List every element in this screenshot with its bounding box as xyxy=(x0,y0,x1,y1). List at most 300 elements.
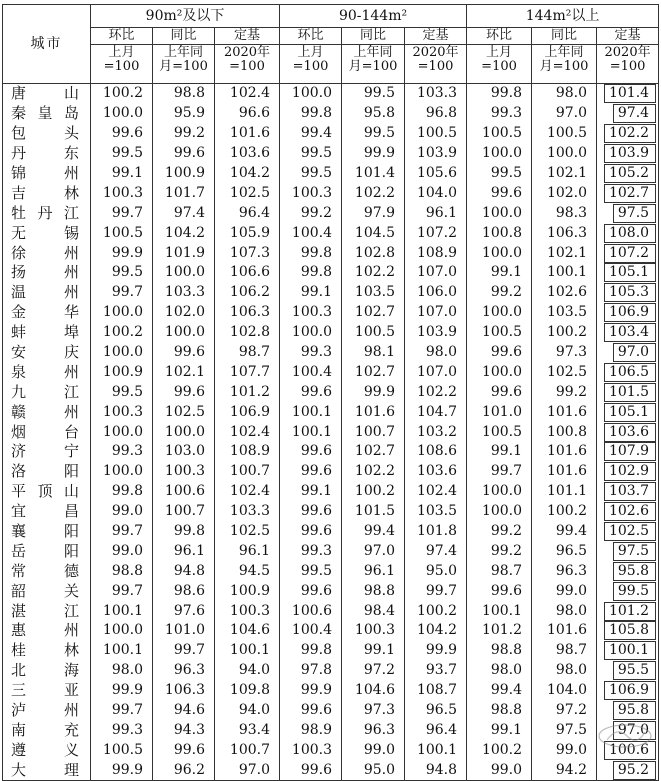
table-row xyxy=(3,641,659,661)
value-cell-large-mom: 100.5 xyxy=(467,124,532,144)
value-cell-small-yoy: 100.6 xyxy=(153,482,215,502)
city-cell xyxy=(3,601,91,621)
value-cell-large-yoy: 102.6 xyxy=(532,283,597,303)
value-cell-large-yoy: 103.5 xyxy=(532,303,597,323)
value-cell-large-mom: 100.0 xyxy=(467,243,532,263)
value-cell-large-yoy: 98.0 xyxy=(532,601,597,621)
value-cell-medium-mom: 99.6 xyxy=(280,462,342,482)
value-cell-large-mom: 100.0 xyxy=(467,362,532,382)
city-cell xyxy=(3,402,91,422)
value-cell-medium-yoy: 99.5 xyxy=(342,124,405,144)
value-cell-medium-base: 108.9 xyxy=(405,243,467,263)
value-cell-large-yoy: 97.2 xyxy=(532,701,597,721)
value-cell-large-base xyxy=(597,760,659,780)
value-cell-medium-yoy: 102.2 xyxy=(342,462,405,482)
value-cell-large-yoy: 101.6 xyxy=(532,621,597,641)
table-row xyxy=(3,482,659,502)
value-cell-small-base: 100.1 xyxy=(215,641,280,661)
value-cell-large-yoy: 100.0 xyxy=(532,144,597,164)
value-cell-small-base: 100.9 xyxy=(215,581,280,601)
value-cell-small-yoy: 94.3 xyxy=(153,721,215,741)
boxed-value: 106.5 xyxy=(604,363,656,382)
value-cell-small-base: 101.2 xyxy=(215,382,280,402)
subheader-small-yoy: 同比 xyxy=(153,28,215,45)
value-cell-large-base xyxy=(597,323,659,343)
table-row xyxy=(3,541,659,561)
value-cell-medium-base: 94.8 xyxy=(405,760,467,780)
value-cell-large-yoy: 98.0 xyxy=(532,84,597,104)
value-cell-small-mom: 100.0 xyxy=(91,422,153,442)
value-cell-small-base: 109.8 xyxy=(215,681,280,701)
boxed-value: 103.6 xyxy=(604,423,656,442)
city-name: 唐 山 xyxy=(11,84,79,103)
value-cell-small-base: 102.4 xyxy=(215,482,280,502)
city-name: 襄 阳 xyxy=(11,522,79,541)
value-cell-large-mom: 100.0 xyxy=(467,482,532,502)
boxed-value: 101.2 xyxy=(604,602,656,621)
value-cell-medium-base: 100.2 xyxy=(405,601,467,621)
value-cell-small-base: 102.8 xyxy=(215,323,280,343)
city-cell xyxy=(3,183,91,203)
table-row xyxy=(3,621,659,641)
value-cell-medium-yoy: 98.1 xyxy=(342,343,405,363)
value-cell-small-mom: 99.5 xyxy=(91,382,153,402)
value-cell-medium-base: 104.7 xyxy=(405,402,467,422)
value-cell-large-base xyxy=(597,522,659,542)
base-header-large-mom xyxy=(467,45,532,84)
value-cell-large-yoy: 102.1 xyxy=(532,243,597,263)
value-cell-large-base xyxy=(597,581,659,601)
table-row xyxy=(3,263,659,283)
city-cell xyxy=(3,223,91,243)
value-cell-small-yoy: 99.6 xyxy=(153,740,215,760)
value-cell-large-mom: 100.1 xyxy=(467,601,532,621)
value-cell-medium-base: 104.0 xyxy=(405,183,467,203)
value-cell-small-base: 104.2 xyxy=(215,164,280,184)
value-cell-large-base xyxy=(597,124,659,144)
value-cell-large-mom: 98.8 xyxy=(467,641,532,661)
value-cell-small-base: 96.4 xyxy=(215,203,280,223)
value-cell-medium-yoy: 102.7 xyxy=(342,442,405,462)
boxed-value: 95.5 xyxy=(613,661,656,680)
value-cell-small-yoy: 106.3 xyxy=(153,681,215,701)
value-cell-large-mom: 100.0 xyxy=(467,144,532,164)
base-header-line: 月=100 xyxy=(348,59,398,74)
value-cell-large-base xyxy=(597,164,659,184)
boxed-value: 97.0 xyxy=(613,343,656,362)
base-header-medium-base xyxy=(405,45,467,84)
value-cell-large-yoy: 94.2 xyxy=(532,760,597,780)
value-cell-large-yoy: 98.7 xyxy=(532,641,597,661)
value-cell-small-base: 93.4 xyxy=(215,721,280,741)
value-cell-medium-mom: 99.8 xyxy=(280,243,342,263)
base-header-medium-mom xyxy=(280,45,342,84)
city-name: 包 头 xyxy=(11,124,79,143)
value-cell-small-yoy: 99.6 xyxy=(153,343,215,363)
table-row xyxy=(3,760,659,780)
value-cell-medium-mom: 99.8 xyxy=(280,641,342,661)
table-row xyxy=(3,701,659,721)
value-cell-medium-base: 105.6 xyxy=(405,164,467,184)
value-cell-medium-yoy: 98.8 xyxy=(342,581,405,601)
value-cell-medium-base: 99.7 xyxy=(405,581,467,601)
value-cell-large-mom: 98.7 xyxy=(467,561,532,581)
value-cell-medium-base: 93.7 xyxy=(405,661,467,681)
value-cell-medium-mom: 100.3 xyxy=(280,303,342,323)
base-header-line: 2020年 xyxy=(223,45,271,60)
boxed-value: 103.4 xyxy=(604,323,656,342)
price-index-table-container xyxy=(2,4,658,781)
boxed-value: 105.8 xyxy=(604,621,656,640)
boxed-value: 101.4 xyxy=(604,84,656,103)
value-cell-small-mom: 99.9 xyxy=(91,243,153,263)
value-cell-large-yoy: 101.1 xyxy=(532,482,597,502)
value-cell-medium-base: 96.8 xyxy=(405,104,467,124)
value-cell-small-mom: 100.2 xyxy=(91,84,153,104)
value-cell-small-base: 98.7 xyxy=(215,343,280,363)
value-cell-medium-base: 107.0 xyxy=(405,303,467,323)
value-cell-large-base xyxy=(597,561,659,581)
table-row xyxy=(3,502,659,522)
value-cell-small-yoy: 102.5 xyxy=(153,402,215,422)
table-row xyxy=(3,362,659,382)
value-cell-large-yoy: 97.0 xyxy=(532,104,597,124)
city-cell xyxy=(3,522,91,542)
value-cell-medium-yoy: 100.7 xyxy=(342,422,405,442)
city-name: 常 德 xyxy=(11,561,79,580)
value-cell-small-base: 94.5 xyxy=(215,561,280,581)
value-cell-small-mom: 100.0 xyxy=(91,621,153,641)
city-cell xyxy=(3,760,91,780)
value-cell-large-yoy: 100.2 xyxy=(532,502,597,522)
value-cell-medium-yoy: 100.3 xyxy=(342,621,405,641)
value-cell-medium-yoy: 96.3 xyxy=(342,721,405,741)
value-cell-medium-base: 99.9 xyxy=(405,641,467,661)
value-cell-medium-mom: 100.1 xyxy=(280,402,342,422)
value-cell-medium-base: 101.8 xyxy=(405,522,467,542)
value-cell-large-yoy: 98.0 xyxy=(532,661,597,681)
value-cell-small-base: 104.6 xyxy=(215,621,280,641)
value-cell-large-base xyxy=(597,343,659,363)
city-cell xyxy=(3,263,91,283)
subheader-small-mom: 环比 xyxy=(91,28,153,45)
city-name: 三 亚 xyxy=(11,681,79,700)
city-name: 丹 东 xyxy=(11,144,79,163)
value-cell-large-mom: 99.7 xyxy=(467,462,532,482)
value-cell-small-mom: 99.7 xyxy=(91,283,153,303)
subheader-small-base: 定基 xyxy=(215,28,280,45)
value-cell-small-mom: 98.0 xyxy=(91,661,153,681)
value-cell-medium-yoy: 99.0 xyxy=(342,740,405,760)
value-cell-medium-yoy: 104.6 xyxy=(342,681,405,701)
value-cell-large-base xyxy=(597,303,659,323)
value-cell-medium-base: 100.1 xyxy=(405,740,467,760)
city-cell xyxy=(3,203,91,223)
base-header-line: 上年同 xyxy=(544,45,584,60)
table-row xyxy=(3,323,659,343)
city-cell xyxy=(3,541,91,561)
value-cell-small-base: 107.7 xyxy=(215,362,280,382)
value-cell-medium-yoy: 100.5 xyxy=(342,323,405,343)
value-cell-medium-mom: 100.4 xyxy=(280,362,342,382)
value-cell-medium-mom: 99.1 xyxy=(280,482,342,502)
value-cell-medium-mom: 99.6 xyxy=(280,382,342,402)
value-cell-small-yoy: 97.4 xyxy=(153,203,215,223)
city-name: 洛 阳 xyxy=(11,462,79,481)
value-cell-medium-mom: 100.0 xyxy=(280,323,342,343)
value-cell-small-yoy: 103.0 xyxy=(153,442,215,462)
value-cell-medium-mom: 99.6 xyxy=(280,442,342,462)
city-cell xyxy=(3,661,91,681)
value-cell-medium-yoy: 102.7 xyxy=(342,303,405,323)
value-cell-medium-base: 103.5 xyxy=(405,502,467,522)
value-cell-small-yoy: 99.6 xyxy=(153,144,215,164)
value-cell-medium-base: 96.1 xyxy=(405,203,467,223)
value-cell-large-mom: 99.1 xyxy=(467,442,532,462)
value-cell-medium-yoy: 95.0 xyxy=(342,760,405,780)
value-cell-small-mom: 98.8 xyxy=(91,561,153,581)
city-name: 桂 林 xyxy=(11,641,79,660)
boxed-value: 105.1 xyxy=(604,403,656,422)
value-cell-large-mom: 99.0 xyxy=(467,760,532,780)
boxed-value: 106.9 xyxy=(604,303,656,322)
value-cell-large-base xyxy=(597,621,659,641)
base-header-line: 上年同 xyxy=(163,45,203,60)
value-cell-medium-base: 96.4 xyxy=(405,721,467,741)
value-cell-medium-yoy: 97.3 xyxy=(342,701,405,721)
base-header-line: =100 xyxy=(292,59,329,74)
city-name: 大 理 xyxy=(11,760,79,779)
value-cell-medium-base: 96.5 xyxy=(405,701,467,721)
value-cell-large-mom: 100.2 xyxy=(467,740,532,760)
value-cell-medium-yoy: 97.2 xyxy=(342,661,405,681)
value-cell-medium-mom: 99.6 xyxy=(280,701,342,721)
value-cell-large-base xyxy=(597,482,659,502)
city-cell xyxy=(3,721,91,741)
value-cell-medium-base: 103.2 xyxy=(405,422,467,442)
value-cell-small-mom: 99.5 xyxy=(91,263,153,283)
city-name: 无 锡 xyxy=(11,223,79,242)
base-header-small-base xyxy=(215,45,280,84)
value-cell-medium-mom: 100.3 xyxy=(280,183,342,203)
value-cell-small-yoy: 99.2 xyxy=(153,124,215,144)
city-cell xyxy=(3,283,91,303)
value-cell-large-base xyxy=(597,641,659,661)
value-cell-large-base xyxy=(597,502,659,522)
subheader-medium-mom: 环比 xyxy=(280,28,342,45)
value-cell-medium-yoy: 101.6 xyxy=(342,402,405,422)
value-cell-small-base: 102.4 xyxy=(215,84,280,104)
city-name: 平 顶 山 xyxy=(11,482,79,501)
value-cell-small-base: 102.5 xyxy=(215,522,280,542)
boxed-value: 97.5 xyxy=(613,204,656,223)
value-cell-medium-yoy: 101.5 xyxy=(342,502,405,522)
value-cell-medium-mom: 100.0 xyxy=(280,84,342,104)
base-header-large-yoy xyxy=(532,45,597,84)
table-row xyxy=(3,104,659,124)
value-cell-medium-yoy: 100.2 xyxy=(342,482,405,502)
value-cell-small-base: 96.6 xyxy=(215,104,280,124)
value-cell-small-mom: 99.5 xyxy=(91,144,153,164)
value-cell-large-base xyxy=(597,601,659,621)
table-row xyxy=(3,442,659,462)
value-cell-small-mom: 99.7 xyxy=(91,701,153,721)
boxed-value: 100.6 xyxy=(604,741,656,760)
group-header-large: 144m²以上 xyxy=(467,5,659,28)
city-name: 南 充 xyxy=(11,720,79,739)
city-cell xyxy=(3,84,91,104)
value-cell-large-yoy: 96.5 xyxy=(532,541,597,561)
city-name: 北 海 xyxy=(11,661,79,680)
value-cell-medium-mom: 99.4 xyxy=(280,124,342,144)
value-cell-large-base xyxy=(597,144,659,164)
value-cell-medium-base: 106.0 xyxy=(405,283,467,303)
table-row xyxy=(3,462,659,482)
value-cell-small-base: 107.3 xyxy=(215,243,280,263)
city-name: 赣 州 xyxy=(11,402,79,421)
boxed-value: 107.9 xyxy=(604,442,656,461)
boxed-value: 102.7 xyxy=(604,184,656,203)
value-cell-medium-mom: 99.1 xyxy=(280,283,342,303)
value-cell-small-base: 100.7 xyxy=(215,740,280,760)
base-header-line: =100 xyxy=(609,59,646,74)
value-cell-large-mom: 99.6 xyxy=(467,343,532,363)
value-cell-large-mom: 99.5 xyxy=(467,164,532,184)
value-cell-medium-yoy: 104.5 xyxy=(342,223,405,243)
value-cell-large-mom: 99.8 xyxy=(467,84,532,104)
value-cell-medium-yoy: 99.4 xyxy=(342,522,405,542)
value-cell-medium-base: 100.5 xyxy=(405,124,467,144)
city-cell xyxy=(3,581,91,601)
value-cell-small-base: 96.1 xyxy=(215,541,280,561)
boxed-value: 102.2 xyxy=(604,124,656,143)
value-cell-small-yoy: 94.6 xyxy=(153,701,215,721)
city-name: 济 宁 xyxy=(11,442,79,461)
value-cell-large-yoy: 101.6 xyxy=(532,462,597,482)
value-cell-small-mom: 99.7 xyxy=(91,581,153,601)
value-cell-large-mom: 100.8 xyxy=(467,223,532,243)
base-header-line: 上月 xyxy=(108,45,135,60)
value-cell-small-yoy: 98.8 xyxy=(153,84,215,104)
value-cell-medium-yoy: 97.9 xyxy=(342,203,405,223)
city-name: 韶 关 xyxy=(11,581,79,600)
city-cell xyxy=(3,462,91,482)
table-header xyxy=(3,5,659,84)
subheader-large-mom: 环比 xyxy=(467,28,532,45)
boxed-value: 100.1 xyxy=(604,641,656,660)
table-row xyxy=(3,124,659,144)
watermark-logo xyxy=(597,722,653,750)
value-cell-small-mom: 99.7 xyxy=(91,203,153,223)
base-header-line: 上年同 xyxy=(353,45,393,60)
value-cell-small-mom: 99.9 xyxy=(91,760,153,780)
boxed-value: 97.0 xyxy=(613,721,656,740)
city-cell xyxy=(3,482,91,502)
value-cell-large-mom: 99.6 xyxy=(467,382,532,402)
value-cell-small-yoy: 100.0 xyxy=(153,422,215,442)
value-cell-large-yoy: 99.4 xyxy=(532,522,597,542)
price-index-table xyxy=(2,4,659,781)
base-header-small-yoy xyxy=(153,45,215,84)
value-cell-medium-mom: 100.6 xyxy=(280,601,342,621)
value-cell-large-base xyxy=(597,681,659,701)
value-cell-medium-mom: 99.3 xyxy=(280,541,342,561)
value-cell-medium-yoy: 102.2 xyxy=(342,263,405,283)
city-column-header: 城市 xyxy=(3,5,91,84)
city-cell xyxy=(3,561,91,581)
city-name: 徐 州 xyxy=(11,243,79,262)
value-cell-small-yoy: 99.6 xyxy=(153,382,215,402)
value-cell-large-yoy: 102.0 xyxy=(532,183,597,203)
value-cell-medium-mom: 99.6 xyxy=(280,502,342,522)
value-cell-medium-mom: 98.9 xyxy=(280,721,342,741)
table-row xyxy=(3,601,659,621)
value-cell-medium-base: 108.6 xyxy=(405,442,467,462)
city-cell xyxy=(3,362,91,382)
boxed-value: 105.1 xyxy=(604,263,656,282)
city-cell xyxy=(3,343,91,363)
value-cell-large-base xyxy=(597,283,659,303)
city-name: 宜 昌 xyxy=(11,502,79,521)
value-cell-small-yoy: 96.3 xyxy=(153,661,215,681)
value-cell-small-yoy: 95.9 xyxy=(153,104,215,124)
city-name: 安 庆 xyxy=(11,343,79,362)
city-name: 九 江 xyxy=(11,382,79,401)
value-cell-medium-base: 103.9 xyxy=(405,144,467,164)
boxed-value: 101.5 xyxy=(604,383,656,402)
value-cell-medium-mom: 99.5 xyxy=(280,164,342,184)
value-cell-small-yoy: 100.9 xyxy=(153,164,215,184)
city-cell xyxy=(3,144,91,164)
value-cell-large-mom: 99.2 xyxy=(467,283,532,303)
city-name: 扬 州 xyxy=(11,263,79,282)
value-cell-large-mom: 100.0 xyxy=(467,303,532,323)
table-row xyxy=(3,223,659,243)
value-cell-medium-mom: 100.4 xyxy=(280,621,342,641)
table-row xyxy=(3,422,659,442)
table-row xyxy=(3,382,659,402)
base-header-line: =100 xyxy=(103,59,140,74)
boxed-value: 105.2 xyxy=(604,164,656,183)
city-cell xyxy=(3,243,91,263)
value-cell-large-yoy: 100.2 xyxy=(532,323,597,343)
boxed-value: 102.6 xyxy=(604,502,656,521)
value-cell-large-mom: 99.6 xyxy=(467,581,532,601)
value-cell-small-yoy: 101.0 xyxy=(153,621,215,641)
table-row xyxy=(3,721,659,741)
value-cell-large-base xyxy=(597,541,659,561)
city-cell xyxy=(3,422,91,442)
table-body xyxy=(3,84,659,781)
city-cell xyxy=(3,303,91,323)
value-cell-medium-mom: 99.6 xyxy=(280,581,342,601)
city-cell xyxy=(3,442,91,462)
value-cell-medium-mom: 100.4 xyxy=(280,223,342,243)
value-cell-medium-yoy: 102.8 xyxy=(342,243,405,263)
value-cell-small-base: 108.9 xyxy=(215,442,280,462)
city-cell xyxy=(3,323,91,343)
value-cell-large-base xyxy=(597,422,659,442)
base-header-line: =100 xyxy=(481,59,517,74)
value-cell-medium-mom: 99.9 xyxy=(280,681,342,701)
boxed-value: 95.8 xyxy=(613,562,656,581)
value-cell-medium-yoy: 99.1 xyxy=(342,641,405,661)
value-cell-small-yoy: 96.1 xyxy=(153,541,215,561)
value-cell-medium-mom: 99.6 xyxy=(280,760,342,780)
value-cell-medium-base: 108.7 xyxy=(405,681,467,701)
boxed-value: 108.0 xyxy=(604,224,656,243)
city-name: 温 州 xyxy=(11,283,79,302)
